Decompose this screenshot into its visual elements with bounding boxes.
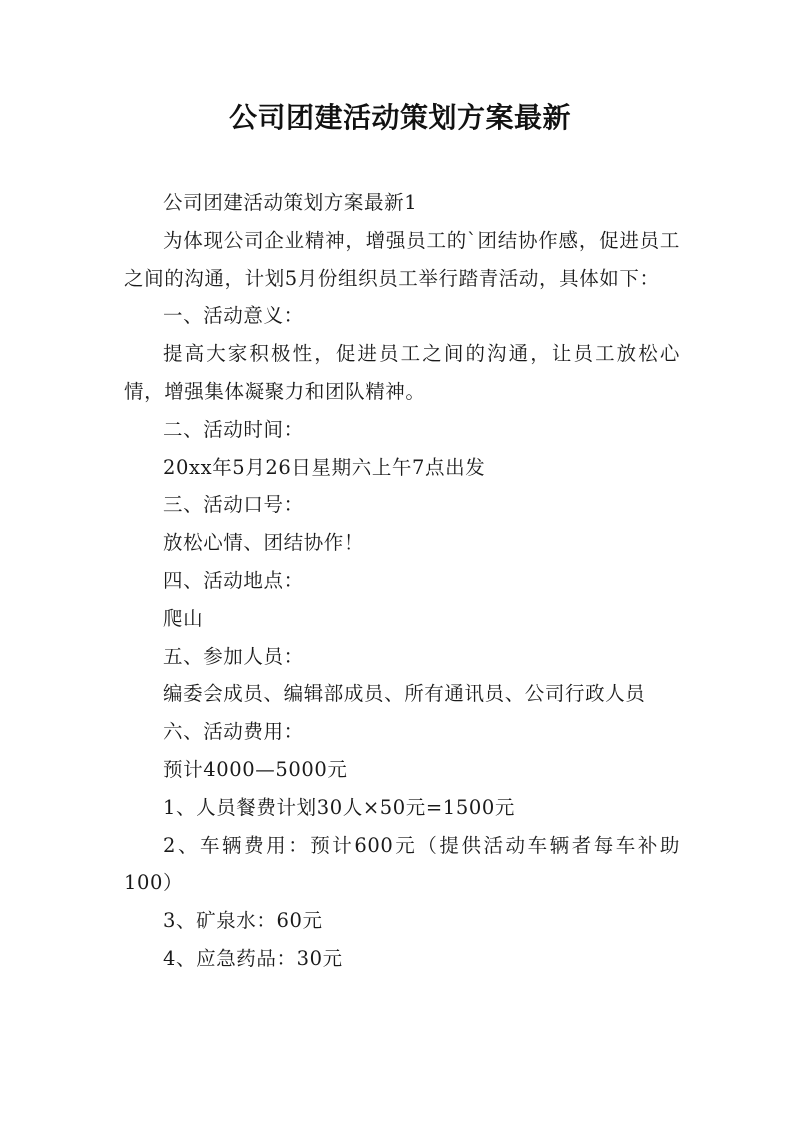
- document-title: 公司团建活动策划方案最新: [228, 101, 571, 134]
- cost-item-water: 3、矿泉水：60元: [163, 909, 323, 933]
- section-heading-significance: 一、活动意义：: [163, 304, 304, 328]
- section-heading-cost: 六、活动费用：: [163, 720, 304, 744]
- section-heading-time: 二、活动时间：: [163, 417, 304, 441]
- section-heading-location: 四、活动地点：: [163, 568, 304, 592]
- location-paragraph: 爬山: [163, 606, 204, 630]
- document-body: [124, 184, 680, 978]
- time-paragraph: 20xx年5月26日星期六上午7点出发: [163, 455, 486, 479]
- cost-item-vehicles: 2、车辆费用：预计600元（提供活动车辆者每车补助100）: [124, 833, 680, 895]
- significance-paragraph: 提高大家积极性，促进员工之间的沟通，让员工放松心情，增强集体凝聚力和团队精神。: [124, 342, 680, 403]
- subtitle-paragraph: 公司团建活动策划方案最新1: [163, 191, 418, 214]
- slogan-paragraph: 放松心情、团结协作！: [163, 531, 365, 555]
- section-heading-participants: 五、参加人员：: [163, 644, 304, 668]
- cost-total-paragraph: 预计4000—5000元: [163, 757, 348, 781]
- section-heading-slogan: 三、活动口号：: [163, 493, 304, 517]
- participants-paragraph: 编委会成员、编辑部成员、所有通讯员、公司行政人员: [163, 682, 646, 706]
- cost-item-medicine: 4、应急药品：30元: [163, 946, 343, 970]
- intro-paragraph: 为体现公司企业精神，增强员工的`团结协作感，促进员工之间的沟通，计划5月份组织员工举行踏青活动，具体如下：: [124, 228, 680, 290]
- cost-item-meals: 1、人员餐费计划30人×50元=1500元: [163, 795, 515, 819]
